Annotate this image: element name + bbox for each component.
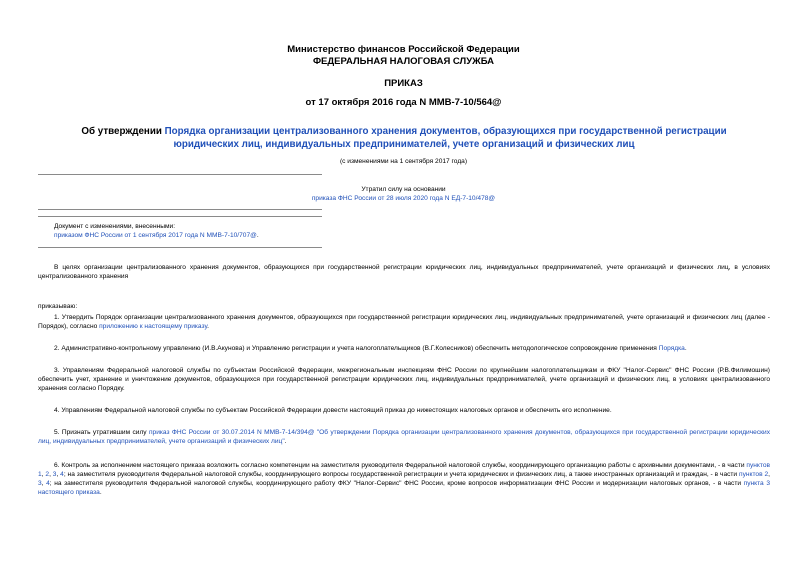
item-link[interactable]: 3 — [38, 480, 42, 487]
ministry-name: Министерство финансов Российской Федерации — [287, 44, 520, 55]
document-title — [62, 126, 746, 151]
paragraph-5: 5. Признать утратившим силу приказ ФНС России от 30.07.2014 N ММВ-7-14/394@ "Об утверждении Порядка организации централизованного хранения документов, образующихся при государственной регистрации юридических лиц, индивидуальных предпринимателей, учете организаций и физических лиц". — [38, 429, 771, 445]
divider — [38, 174, 322, 175]
paragraph-4: 4. Управлениям Федеральной налоговой службы по субъектам Российской Федерации довести настоящий приказ до нижестоящих налоговых органов и обеспечить его исполнение. — [54, 407, 612, 414]
repeal-link-line — [0, 195, 807, 203]
divider — [38, 216, 322, 217]
item-link[interactable]: пункта 3 настоящего приказа — [38, 480, 770, 496]
divider — [38, 209, 322, 210]
item-link[interactable]: 2 — [45, 471, 50, 478]
doc-type: ПРИКАЗ — [384, 78, 423, 89]
amendments-text: Документ с изменениями, внесенными: — [54, 223, 176, 230]
item-link[interactable]: пунктов 2 — [739, 471, 769, 478]
service-name: ФЕДЕРАЛЬНАЯ НАЛОГОВАЯ СЛУЖБА — [312, 56, 495, 67]
paragraph-2: 2. Административно-контрольному управлению (И.В.Акунова) и Управлению регистрации и учета налогоплательщиков (В.Г.Колесников) обеспечить методологическое сопровождение применения Порядка. — [54, 345, 687, 352]
paragraph-3: 3. Управлениям Федеральной налоговой службы по субъектам Российской Федерации, межрегиональным инспекциям ФНС России по крупнейшим налогоплательщикам и ФКУ "Налог-Сервис" ФНС России (Р.В.Филимошин) обеспечить учет, хранение и уничтожение документов, образующихся при государственной регистрации юридических лиц, индивидуальных предпринимателей, учете организаций и физических лиц, в условиях централизованного хранения согласно Порядку. — [38, 367, 770, 392]
amendments-link-line: приказом ФНС России от 1 сентября 2017 года N ММВ-7-10/707@. — [54, 232, 259, 239]
order-link[interactable]: Порядка — [658, 345, 685, 352]
item-link[interactable]: 4 — [60, 471, 64, 478]
divider — [38, 247, 322, 248]
orders-label: приказываю: — [38, 303, 78, 310]
paragraph-1: 1. Утвердить Порядок организации централизованного хранения документов, образующихся при государственной регистрации юридических лиц, индивидуальных предпринимателей, учете организаций и физических лиц (далее - Порядок), согласно приложению к настоящему приказу. — [38, 314, 770, 330]
amendments-link[interactable]: приказом ФНС России от 1 сентября 2017 года N ММВ-7-10/707@ — [54, 232, 257, 239]
doc-date-number: от 17 октября 2016 года N ММВ-7-10/564@ — [305, 97, 502, 108]
item-link[interactable]: пунктов 1 — [38, 462, 770, 478]
repeal-link[interactable]: приказа ФНС России от 28 июля 2020 года N ЕД-7-10/478@ — [311, 195, 496, 202]
repealed-order-link[interactable]: приказ ФНС России от 30.07.2014 N ММВ-7-14/394@ "Об утверждении Порядка организации централизованного хранения документов, образующихся при государственной регистрации юридических лиц, индивидуальных предпринимателей, учете организаций и физических лиц" — [38, 429, 771, 445]
revision-note: (с изменениями на 1 сентября 2017 года) — [339, 158, 468, 165]
appendix-link[interactable]: приложению к настоящему приказу — [99, 323, 208, 330]
preamble: В целях организации централизованного хранения документов, образующихся при государственной регистрации юридических лиц, индивидуальных предпринимателей, учете организаций и физических лиц, в условиях централизованного хранения — [38, 264, 770, 280]
paragraph-6: 6. Контроль за исполнением настоящего приказа возложить согласно компетенции на заместителя руководителя Федеральной налоговой службы, координирующего организацию работы с архивными документами, - в части пунктов 1, 2, 3, 4; на заместителя руководителя Федеральной налоговой службы, координирующего вопросы государственной регистрации и учета юридических и физических лиц, а также иностранных организаций и граждан, - в части пунктов 2, 3, 4; на заместителя руководителя Федеральной налоговой службы, координирующего работу ФКУ "Налог-Сервис" ФНС России, кроме вопросов информатизации ФНС России и модернизации налоговых органов, - в части пункта 3 настоящего приказа. — [38, 462, 770, 496]
title-prefix: Об утверждении — [81, 126, 165, 137]
title-link[interactable]: Порядка организации централизованного хранения документов, образующихся при государственной регистрации юридических лиц, индивидуальных предпринимателей, учете организаций и физических лиц — [164, 126, 727, 150]
item-link[interactable]: 3 — [52, 471, 57, 478]
item-link[interactable]: 4 — [46, 480, 50, 487]
repeal-text: Утратил силу на основании — [361, 186, 446, 193]
